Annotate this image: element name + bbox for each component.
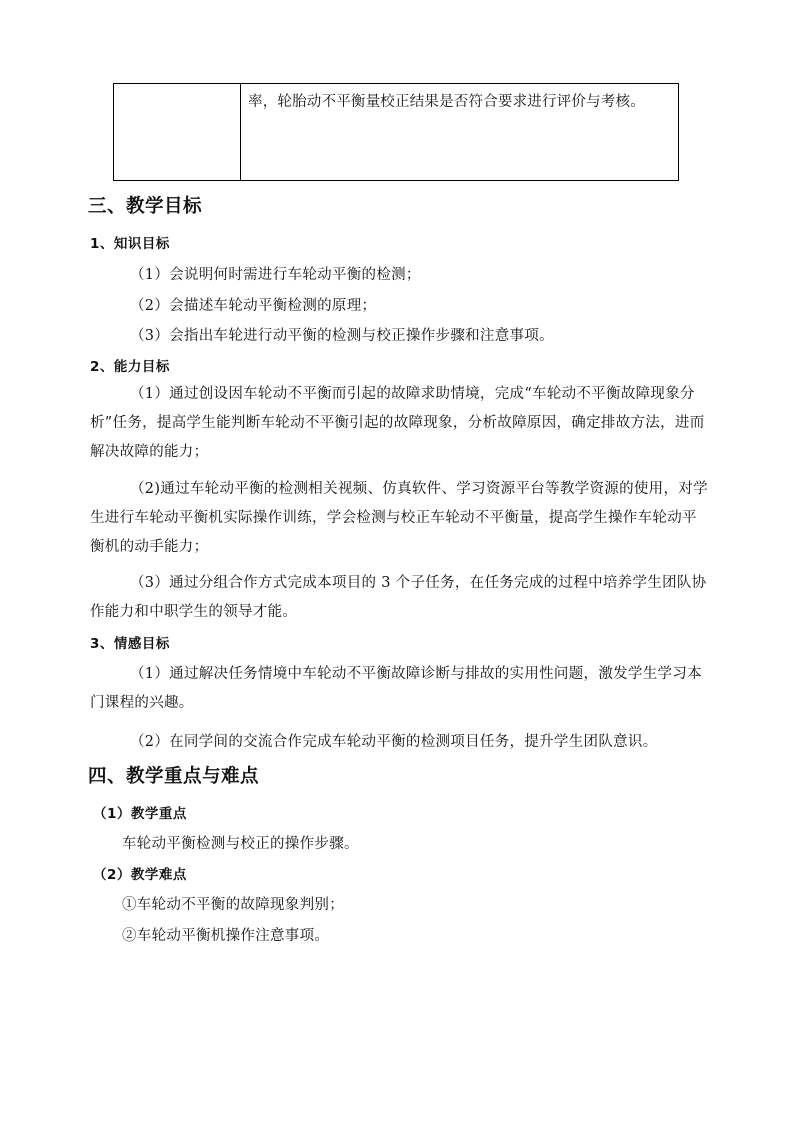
- section3-heading: 三、教学目标: [88, 196, 203, 217]
- knowledge-item-2: （2）会描述车轮动平衡检测的原理；: [130, 298, 377, 314]
- continued-table: [113, 83, 679, 181]
- emotion-item-1: （1）通过解决任务情境中车轮动不平衡故障诊断与排故的实用性问题，激发学生学习本门课程的兴趣。: [90, 666, 702, 711]
- difficulty-item-1: ①车轮动不平衡的故障现象判别；: [122, 897, 344, 913]
- key-points-text: 车轮动平衡检测与校正的操作步骤。: [122, 836, 359, 852]
- ability-goals-heading: 2、能力目标: [90, 359, 170, 375]
- difficulties-heading: （2）教学难点: [93, 867, 187, 883]
- table-cell-right: 率，轮胎动不平衡量校正结果是否符合要求进行评价与考核。: [248, 94, 645, 110]
- emotion-item-2: （2）在同学间的交流合作完成车轮动平衡的检测项目任务，提升学生团队意识。: [130, 734, 658, 750]
- knowledge-item-1: （1）会说明何时需进行车轮动平衡的检测；: [130, 267, 421, 283]
- knowledge-goals-heading: 1、知识目标: [90, 236, 170, 252]
- difficulty-item-2: ②车轮动平衡机操作注意事项。: [122, 928, 330, 944]
- table-cell-left: [114, 84, 241, 180]
- ability-item-1: （1）通过创设因车轮动不平衡而引起的故障求助情境，完成“车轮动不平衡故障现象分析”任务，提高学生能判断车轮动不平衡引起的故障现象，分析故障原因，确定排故方法，进而解决故障的能力；: [90, 386, 705, 460]
- knowledge-item-3: （3）会指出车轮进行动平衡的检测与校正操作步骤和注意事项。: [130, 328, 554, 344]
- ability-item-2: （2)通过车轮动平衡的检测相关视频、仿真软件、学习资源平台等教学资源的使用，对学生进行车轮动平衡机实际操作训练，学会检测与校正车轮动不平衡量，提高学生操作车轮动平衡机的动手能力；: [90, 481, 708, 555]
- ability-item-3: （3）通过分组合作方式完成本项目的 3 个子任务，在任务完成的过程中培养学生团队协作能力和中职学生的领导才能。: [90, 575, 707, 620]
- emotion-goals-heading: 3、情感目标: [90, 636, 170, 652]
- section4-heading: 四、教学重点与难点: [88, 766, 260, 787]
- key-points-heading: （1）教学重点: [93, 806, 187, 822]
